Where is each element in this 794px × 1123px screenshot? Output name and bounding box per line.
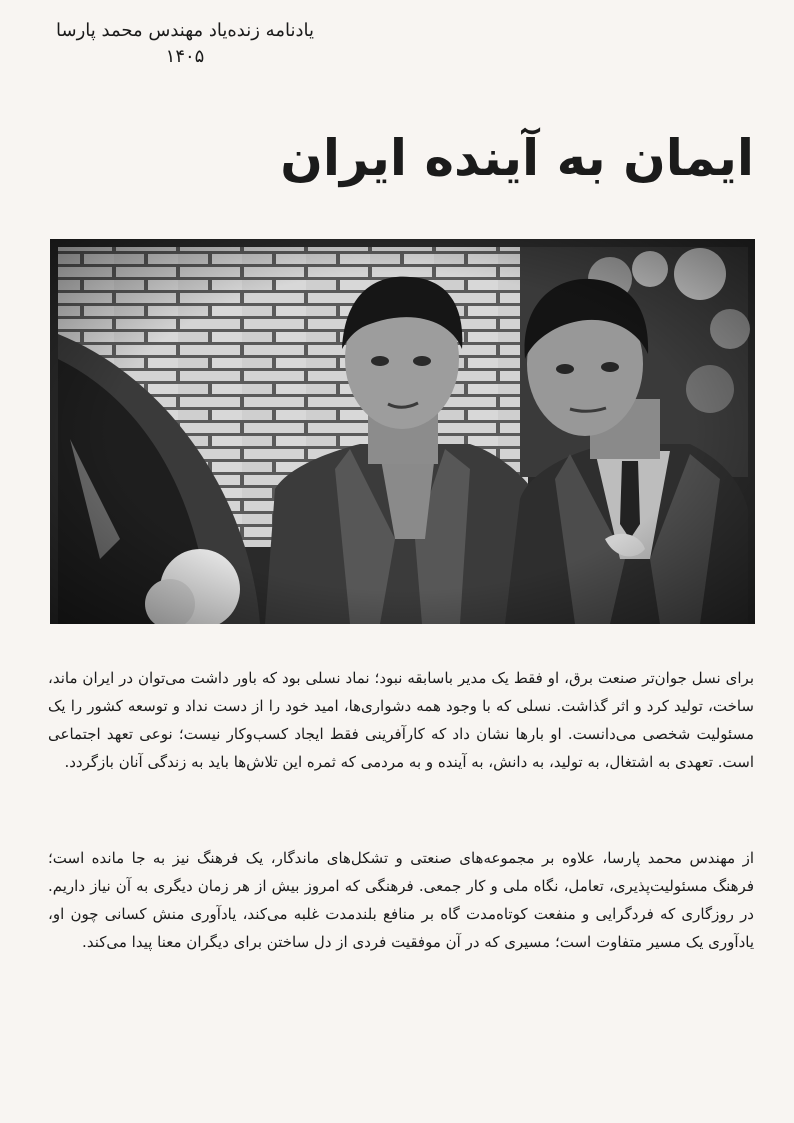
paragraph-2: از مهندس محمد پارسا، علاوه بر مجموعه‌های صنعتی و تشکل‌های ماندگار، یک فرهنگ نیز به جا مانده است؛ فرهنگ مسئولیت‌پذیری، تعامل، نگاه ملی و کار جمعی. فرهنگی که امروز بیش از هر زمان دیگری به آن نیاز داریم. در روزگاری که فردگرایی و منفعت کوتاه‌مدت گاه بر منافع بلندمدت غلبه می‌کند، یادآوری منش کسانی چون او، یادآوری یک مسیر متفاوت است؛ مسیری که در آن موفقیت فردی از دل ساختن برای دیگران معنا پیدا می‌کند. xyxy=(48,849,754,951)
memorial-header xyxy=(40,18,330,70)
paragraph-1: برای نسل جوان‌تر صنعت برق، او فقط یک مدیر باسابقه نبود؛ نماد نسلی بود که باور داشت می‌توان در ایران ماند، ساخت، تولید کرد و اثر گذاشت. نسلی که با وجود همه دشواری‌ها، امید خود را از دست نداد و توسعه کشور را یک مسئولیت شخصی می‌دانست. او بارها نشان داد که کارآفرینی فقط ایجاد کسب‌وکار نیست؛ نوعی تعهد اجتماعی است. تعهدی به اشتغال، به تولید، به دانش، به آینده و به مردمی که ثمره این تلاش‌ها باید به زندگی آنان بازگردد. xyxy=(48,669,754,771)
page-title: ایمان به آینده ایران xyxy=(280,129,754,187)
portrait-photo xyxy=(50,239,755,624)
photo-portrait-icon xyxy=(50,239,755,624)
memorial-year: ۱۴۰۵ xyxy=(165,46,205,67)
memorial-subtitle: یادنامه زنده‌یاد مهندس محمد پارسا xyxy=(56,20,314,41)
